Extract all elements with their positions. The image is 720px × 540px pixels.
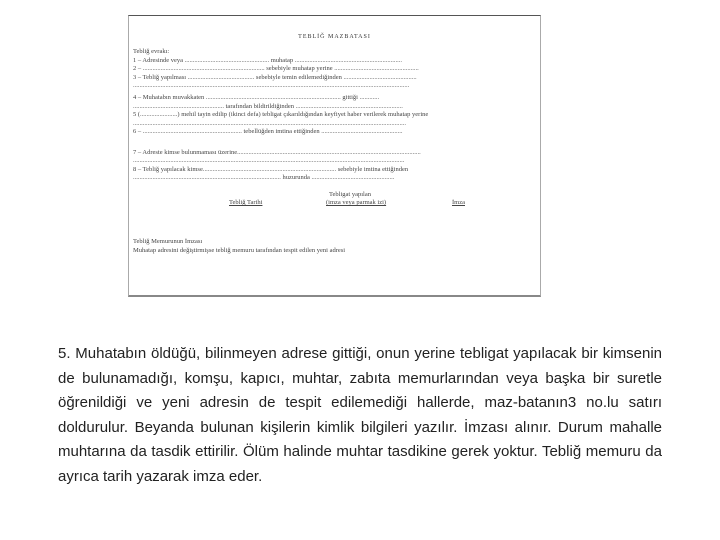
form-line: 8 – Tebliğ yapılacak kimse.................................................................................. sebebiyle imtina ettiğinden bbox=[133, 165, 409, 173]
form-line: Tebliğ evrakı: bbox=[133, 48, 170, 55]
form-line: .......................................................................................................................................................................... bbox=[133, 82, 410, 90]
form-line: 7 – Adreste kimse bulunmaması üzerine................................................................................................................. bbox=[133, 148, 421, 156]
form-line: 3 – Tebliğ yapılması ......................................... sebebiyle temin edilemediğinden ............................................. bbox=[133, 73, 417, 81]
form-lines bbox=[133, 48, 536, 183]
form-title: TEBLİĞ MAZBATASI bbox=[298, 34, 371, 40]
form-line: ........................................................................................................................................................................ bbox=[133, 119, 406, 127]
form-line: 6 – ............................................................. tebellüğden imtina ettiğinden .................................................. bbox=[133, 128, 403, 136]
footer-line: Tebliğ Memurunun İmzası bbox=[133, 238, 203, 245]
signature-label-date: Tebliğ Tarihi bbox=[229, 199, 263, 206]
form-line: ........................................................ tarafından bildirildiğinden .................................................................. bbox=[133, 102, 403, 110]
signature-label-signature: İmza bbox=[452, 199, 465, 206]
form-line: 5 (.......................) mehil tayin edilip (ikinci defa) tebligat çıkarıldığından keyfiyet haber verilerek muhatap yerine bbox=[133, 111, 429, 119]
form-line: 2 – ........................................................................... sebebiyle muhatap yerine .................................................... bbox=[133, 65, 419, 73]
form-line bbox=[133, 137, 536, 146]
form-line: ........................................................................................... huzurunda ................................................... bbox=[133, 174, 395, 182]
explanation-paragraph: 5. Muhatabın öldüğü, bilinmeyen adrese gittiği, onun yerine tebligat yapılacak bir kimsenin de bulunamadığı, komşu, kapıcı, muhtar, zabıta memurlarından veya başka bir suretle öğrenildiği ve yeni adresin de tespit edilemediği hallerde, maz-batanın3 no.lu satırı doldurulur. Beyanda bulunan kişilerin kimlik bilgileri yazılır. İmzası alınır. Durum mahalle muhtarına da tasdik ettirilir. Ölüm halinde muhtar tasdikine gerek yoktur. Tebliğ memuru da ayrıca tarih yazarak imza eder. bbox=[58, 345, 662, 485]
teblig-mazbatasi-form-image bbox=[128, 15, 541, 297]
form-line: ....................................................................................................................................................................... bbox=[133, 157, 405, 165]
footer-line: Muhatap adresini değiştirmişse tebliğ memuru tarafından tespit edilen yeni adresi bbox=[133, 246, 346, 254]
form-line: 1 – Adresinde veya .................................................... muhatap .................................................................. bbox=[133, 56, 403, 64]
form-line: 4 – Muhatabın muvakkaten ................................................................................... gittiği ............ bbox=[133, 93, 380, 101]
form-footer bbox=[133, 238, 345, 255]
signature-label-fingerprint: (imza veya parmak izi) bbox=[326, 199, 387, 206]
signature-header: Tebligat yapılan bbox=[329, 191, 371, 198]
